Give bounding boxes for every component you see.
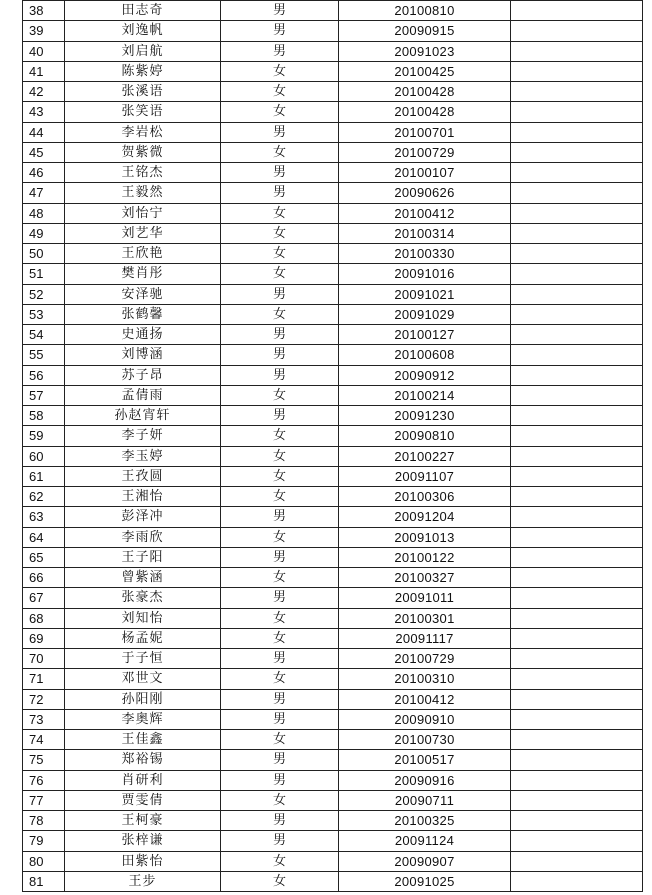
table-row: [23, 183, 643, 203]
student-birthdate: 20100327: [339, 568, 511, 588]
student-birthdate: 20091107: [339, 466, 511, 486]
empty-cell: [511, 406, 643, 426]
empty-cell: [511, 163, 643, 183]
row-number: 40: [23, 41, 65, 61]
student-birthdate: 20100810: [339, 1, 511, 21]
empty-cell: [511, 1, 643, 21]
student-birthdate: 20100127: [339, 325, 511, 345]
row-number: 57: [23, 385, 65, 405]
empty-cell: [511, 689, 643, 709]
student-gender: 男: [221, 588, 339, 608]
table-row: [23, 507, 643, 527]
empty-cell: [511, 507, 643, 527]
row-number: 58: [23, 406, 65, 426]
empty-cell: [511, 527, 643, 547]
empty-cell: [511, 426, 643, 446]
student-birthdate: 20090711: [339, 790, 511, 810]
student-name: 苏子昂: [65, 365, 221, 385]
student-gender: 女: [221, 446, 339, 466]
row-number: 46: [23, 163, 65, 183]
table-row: [23, 628, 643, 648]
student-gender: 女: [221, 304, 339, 324]
empty-cell: [511, 851, 643, 871]
row-number: 64: [23, 527, 65, 547]
table-row: [23, 163, 643, 183]
student-name: 李玉婷: [65, 446, 221, 466]
student-gender: 男: [221, 649, 339, 669]
student-gender: 男: [221, 345, 339, 365]
student-birthdate: 20100608: [339, 345, 511, 365]
empty-cell: [511, 284, 643, 304]
row-number: 77: [23, 790, 65, 810]
table-row: [23, 649, 643, 669]
table-row: [23, 284, 643, 304]
student-birthdate: 20090912: [339, 365, 511, 385]
student-gender: 女: [221, 487, 339, 507]
student-birthdate: 20091011: [339, 588, 511, 608]
student-birthdate: 20091016: [339, 264, 511, 284]
student-gender: 男: [221, 284, 339, 304]
student-gender: 男: [221, 406, 339, 426]
empty-cell: [511, 446, 643, 466]
table-row: [23, 264, 643, 284]
table-row: [23, 244, 643, 264]
student-birthdate: 20090916: [339, 770, 511, 790]
row-number: 78: [23, 811, 65, 831]
student-name: 王毅然: [65, 183, 221, 203]
student-name: 彭泽冲: [65, 507, 221, 527]
student-name: 王湘怡: [65, 487, 221, 507]
student-gender: 女: [221, 851, 339, 871]
student-gender: 女: [221, 871, 339, 891]
student-gender: 女: [221, 142, 339, 162]
row-number: 41: [23, 61, 65, 81]
student-birthdate: 20090626: [339, 183, 511, 203]
student-gender: 女: [221, 82, 339, 102]
student-name: 邓世文: [65, 669, 221, 689]
row-number: 67: [23, 588, 65, 608]
student-birthdate: 20091230: [339, 406, 511, 426]
student-gender: 男: [221, 547, 339, 567]
table-row: [23, 385, 643, 405]
student-name: 刘怡宁: [65, 203, 221, 223]
row-number: 62: [23, 487, 65, 507]
empty-cell: [511, 649, 643, 669]
row-number: 80: [23, 851, 65, 871]
student-birthdate: 20100729: [339, 142, 511, 162]
row-number: 76: [23, 770, 65, 790]
student-birthdate: 20091029: [339, 304, 511, 324]
table-row: [23, 82, 643, 102]
empty-cell: [511, 608, 643, 628]
student-gender: 女: [221, 790, 339, 810]
table-row: [23, 770, 643, 790]
student-birthdate: 20100214: [339, 385, 511, 405]
student-name: 樊肖彤: [65, 264, 221, 284]
student-name: 史通扬: [65, 325, 221, 345]
table-row: [23, 871, 643, 891]
student-name: 王佳鑫: [65, 730, 221, 750]
student-name: 田志奇: [65, 1, 221, 21]
student-name: 李奥辉: [65, 709, 221, 729]
row-number: 44: [23, 122, 65, 142]
student-name: 杨孟妮: [65, 628, 221, 648]
empty-cell: [511, 183, 643, 203]
row-number: 51: [23, 264, 65, 284]
student-name: 肖研利: [65, 770, 221, 790]
student-name: 王欣艳: [65, 244, 221, 264]
table-row: [23, 345, 643, 365]
student-gender: 女: [221, 669, 339, 689]
student-birthdate: 20100122: [339, 547, 511, 567]
student-name: 王子阳: [65, 547, 221, 567]
row-number: 47: [23, 183, 65, 203]
student-gender: 男: [221, 122, 339, 142]
row-number: 59: [23, 426, 65, 446]
empty-cell: [511, 871, 643, 891]
student-birthdate: 20100314: [339, 223, 511, 243]
student-gender: 女: [221, 527, 339, 547]
student-birthdate: 20090910: [339, 709, 511, 729]
student-birthdate: 20090810: [339, 426, 511, 446]
table-row: [23, 142, 643, 162]
student-name: 于子恒: [65, 649, 221, 669]
row-number: 54: [23, 325, 65, 345]
table-row: [23, 527, 643, 547]
table-row: [23, 547, 643, 567]
student-gender: 女: [221, 466, 339, 486]
student-gender: 男: [221, 41, 339, 61]
student-birthdate: 20100517: [339, 750, 511, 770]
row-number: 75: [23, 750, 65, 770]
student-name: 张豪杰: [65, 588, 221, 608]
empty-cell: [511, 770, 643, 790]
student-name: 王柯豪: [65, 811, 221, 831]
student-name: 张溪语: [65, 82, 221, 102]
student-gender: 男: [221, 325, 339, 345]
student-birthdate: 20091025: [339, 871, 511, 891]
student-birthdate: 20100428: [339, 82, 511, 102]
empty-cell: [511, 82, 643, 102]
student-gender: 女: [221, 385, 339, 405]
student-name: 曾紫涵: [65, 568, 221, 588]
table-row: [23, 223, 643, 243]
table-row: [23, 689, 643, 709]
student-name: 张鹤馨: [65, 304, 221, 324]
student-birthdate: 20100729: [339, 649, 511, 669]
table-row: [23, 730, 643, 750]
empty-cell: [511, 790, 643, 810]
student-birthdate: 20100330: [339, 244, 511, 264]
student-birthdate: 20100325: [339, 811, 511, 831]
student-roster-table: [22, 0, 643, 892]
empty-cell: [511, 669, 643, 689]
student-name: 王孜圆: [65, 466, 221, 486]
row-number: 81: [23, 871, 65, 891]
student-birthdate: 20091124: [339, 831, 511, 851]
table-row: [23, 811, 643, 831]
row-number: 48: [23, 203, 65, 223]
empty-cell: [511, 709, 643, 729]
student-name: 李子妍: [65, 426, 221, 446]
empty-cell: [511, 628, 643, 648]
table-row: [23, 851, 643, 871]
empty-cell: [511, 61, 643, 81]
student-birthdate: 20090907: [339, 851, 511, 871]
table-row: [23, 61, 643, 81]
student-name: 孟倩雨: [65, 385, 221, 405]
student-birthdate: 20091023: [339, 41, 511, 61]
table-row: [23, 325, 643, 345]
row-number: 65: [23, 547, 65, 567]
student-gender: 男: [221, 21, 339, 41]
empty-cell: [511, 831, 643, 851]
row-number: 63: [23, 507, 65, 527]
student-name: 张梓谦: [65, 831, 221, 851]
student-gender: 男: [221, 770, 339, 790]
student-birthdate: 20091204: [339, 507, 511, 527]
empty-cell: [511, 41, 643, 61]
student-gender: 女: [221, 244, 339, 264]
student-birthdate: 20100306: [339, 487, 511, 507]
row-number: 45: [23, 142, 65, 162]
empty-cell: [511, 345, 643, 365]
student-gender: 女: [221, 608, 339, 628]
table-row: [23, 1, 643, 21]
student-birthdate: 20091021: [339, 284, 511, 304]
student-name: 郑裕锡: [65, 750, 221, 770]
empty-cell: [511, 811, 643, 831]
empty-cell: [511, 21, 643, 41]
empty-cell: [511, 102, 643, 122]
student-gender: 男: [221, 1, 339, 21]
empty-cell: [511, 142, 643, 162]
row-number: 73: [23, 709, 65, 729]
student-birthdate: 20090915: [339, 21, 511, 41]
student-birthdate: 20091013: [339, 527, 511, 547]
student-birthdate: 20100412: [339, 203, 511, 223]
empty-cell: [511, 588, 643, 608]
student-name: 李雨欣: [65, 527, 221, 547]
table-row: [23, 709, 643, 729]
row-number: 38: [23, 1, 65, 21]
row-number: 53: [23, 304, 65, 324]
student-birthdate: 20100701: [339, 122, 511, 142]
table-row: [23, 203, 643, 223]
table-row: [23, 41, 643, 61]
table-row: [23, 750, 643, 770]
empty-cell: [511, 325, 643, 345]
table-row: [23, 568, 643, 588]
student-gender: 男: [221, 163, 339, 183]
student-name: 张笑语: [65, 102, 221, 122]
student-name: 刘知怡: [65, 608, 221, 628]
student-gender: 男: [221, 811, 339, 831]
empty-cell: [511, 466, 643, 486]
row-number: 42: [23, 82, 65, 102]
student-name: 田紫怡: [65, 851, 221, 871]
row-number: 71: [23, 669, 65, 689]
row-number: 50: [23, 244, 65, 264]
student-gender: 女: [221, 223, 339, 243]
student-name: 李岩松: [65, 122, 221, 142]
empty-cell: [511, 730, 643, 750]
row-number: 43: [23, 102, 65, 122]
row-number: 56: [23, 365, 65, 385]
student-gender: 女: [221, 264, 339, 284]
student-gender: 男: [221, 365, 339, 385]
row-number: 70: [23, 649, 65, 669]
table-row: [23, 608, 643, 628]
row-number: 66: [23, 568, 65, 588]
table-row: [23, 21, 643, 41]
table-row: [23, 102, 643, 122]
student-birthdate: 20100425: [339, 61, 511, 81]
table-row: [23, 406, 643, 426]
empty-cell: [511, 203, 643, 223]
table-row: [23, 487, 643, 507]
student-name: 王步: [65, 871, 221, 891]
table-row: [23, 831, 643, 851]
row-number: 72: [23, 689, 65, 709]
table-row: [23, 790, 643, 810]
student-name: 孙赵宵轩: [65, 406, 221, 426]
student-gender: 女: [221, 61, 339, 81]
student-birthdate: 20100428: [339, 102, 511, 122]
table-row: [23, 588, 643, 608]
row-number: 79: [23, 831, 65, 851]
student-name: 刘启航: [65, 41, 221, 61]
row-number: 69: [23, 628, 65, 648]
student-gender: 男: [221, 183, 339, 203]
student-name: 贺紫微: [65, 142, 221, 162]
student-name: 刘博涵: [65, 345, 221, 365]
table-row: [23, 304, 643, 324]
empty-cell: [511, 122, 643, 142]
student-gender: 男: [221, 709, 339, 729]
student-gender: 女: [221, 203, 339, 223]
student-birthdate: 20100310: [339, 669, 511, 689]
student-gender: 男: [221, 689, 339, 709]
empty-cell: [511, 223, 643, 243]
student-birthdate: 20100227: [339, 446, 511, 466]
row-number: 55: [23, 345, 65, 365]
roster-body: [23, 1, 643, 892]
student-gender: 女: [221, 426, 339, 446]
empty-cell: [511, 304, 643, 324]
student-birthdate: 20091117: [339, 628, 511, 648]
empty-cell: [511, 547, 643, 567]
table-row: [23, 466, 643, 486]
student-gender: 女: [221, 102, 339, 122]
student-gender: 男: [221, 750, 339, 770]
student-birthdate: 20100301: [339, 608, 511, 628]
student-gender: 女: [221, 730, 339, 750]
student-name: 刘逸帆: [65, 21, 221, 41]
student-gender: 男: [221, 831, 339, 851]
student-birthdate: 20100412: [339, 689, 511, 709]
student-name: 陈紫婷: [65, 61, 221, 81]
student-gender: 女: [221, 628, 339, 648]
row-number: 49: [23, 223, 65, 243]
student-gender: 女: [221, 568, 339, 588]
row-number: 61: [23, 466, 65, 486]
empty-cell: [511, 487, 643, 507]
table-row: [23, 446, 643, 466]
student-gender: 男: [221, 507, 339, 527]
student-birthdate: 20100107: [339, 163, 511, 183]
student-name: 刘艺华: [65, 223, 221, 243]
empty-cell: [511, 568, 643, 588]
empty-cell: [511, 750, 643, 770]
table-row: [23, 122, 643, 142]
table-row: [23, 365, 643, 385]
row-number: 52: [23, 284, 65, 304]
student-birthdate: 20100730: [339, 730, 511, 750]
empty-cell: [511, 385, 643, 405]
table-row: [23, 426, 643, 446]
row-number: 74: [23, 730, 65, 750]
student-name: 王铭杰: [65, 163, 221, 183]
empty-cell: [511, 244, 643, 264]
row-number: 39: [23, 21, 65, 41]
table-row: [23, 669, 643, 689]
student-name: 安泽驰: [65, 284, 221, 304]
student-name: 贾雯倩: [65, 790, 221, 810]
student-name: 孙阳刚: [65, 689, 221, 709]
empty-cell: [511, 264, 643, 284]
row-number: 60: [23, 446, 65, 466]
empty-cell: [511, 365, 643, 385]
row-number: 68: [23, 608, 65, 628]
